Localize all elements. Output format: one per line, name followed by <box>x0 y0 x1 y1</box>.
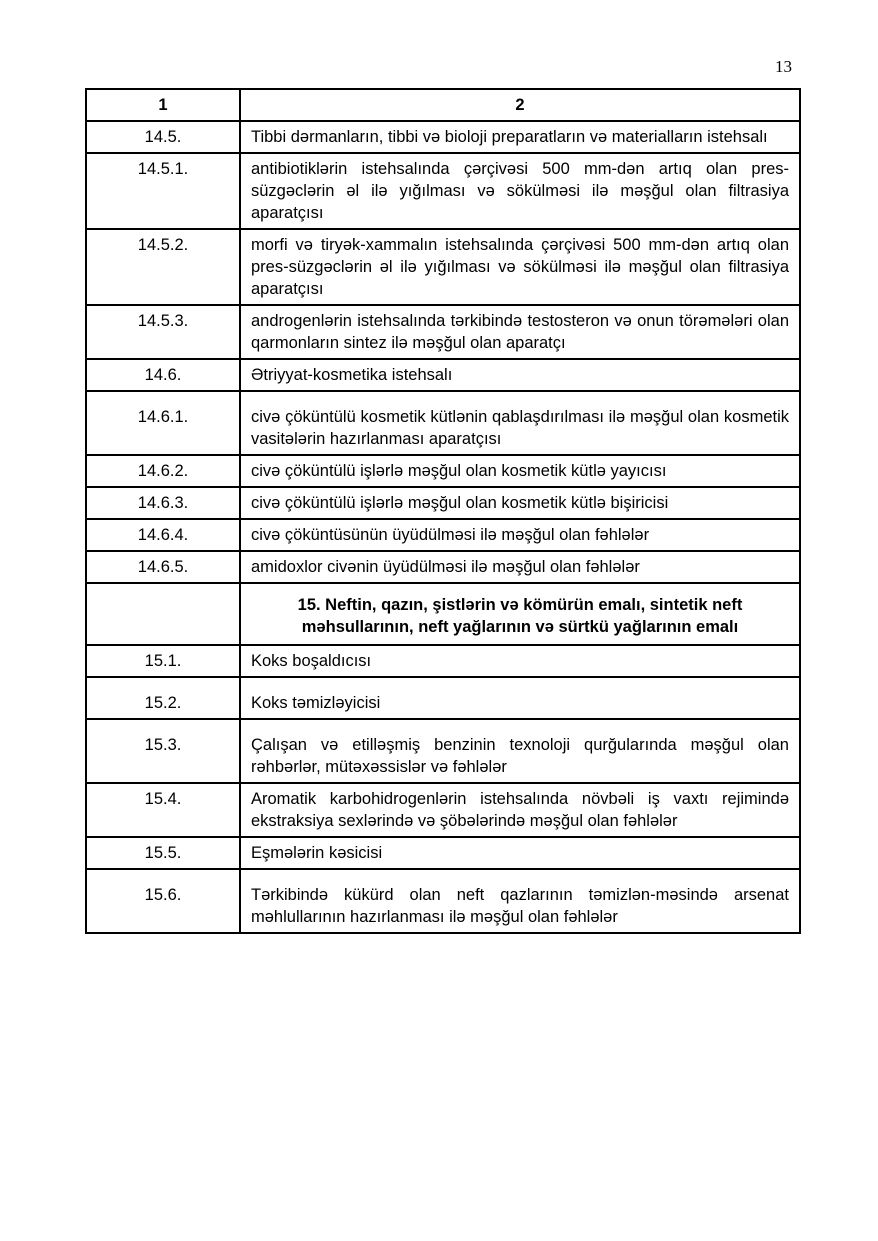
row-code: 15.5. <box>86 837 240 869</box>
row-text: Koks təmizləyicisi <box>240 677 800 719</box>
table-row <box>86 645 800 677</box>
row-code: 14.6. <box>86 359 240 391</box>
table-row <box>86 719 800 783</box>
row-code: 14.5.3. <box>86 305 240 359</box>
table-row <box>86 837 800 869</box>
row-text: antibiotiklərin istehsalında çərçivəsi 500 mm-dən artıq olan pres-süzgəclərin əl ilə yığılması və sökülməsi ilə məşğul olan filtrasiya aparatçısı <box>240 153 800 229</box>
table-row <box>86 487 800 519</box>
row-code: 14.6.5. <box>86 551 240 583</box>
table-header-row <box>86 89 800 121</box>
row-code: 14.6.2. <box>86 455 240 487</box>
section-header-row <box>86 583 800 645</box>
row-code: 15.2. <box>86 677 240 719</box>
row-code: 14.5.2. <box>86 229 240 305</box>
column-header-code: 1 <box>86 89 240 121</box>
row-code: 15.1. <box>86 645 240 677</box>
row-code: 15.3. <box>86 719 240 783</box>
row-text: amidoxlor civənin üyüdülməsi ilə məşğul olan fəhlələr <box>240 551 800 583</box>
table-row <box>86 229 800 305</box>
table-header <box>86 89 800 121</box>
row-text: Koks boşaldıcısı <box>240 645 800 677</box>
row-code <box>86 583 240 645</box>
table-row <box>86 869 800 933</box>
table-row <box>86 551 800 583</box>
row-text: Çalışan və etilləşmiş benzinin texnoloji qurğularında məşğul olan rəhbərlər, mütəxəssislər və fəhlələr <box>240 719 800 783</box>
row-code: 14.5.1. <box>86 153 240 229</box>
row-text: civə çöküntülü kosmetik kütlənin qablaşdırılması ilə məşğul olan kosmetik vasitələrin hazırlanması aparatçısı <box>240 391 800 455</box>
column-header-description: 2 <box>240 89 800 121</box>
table-row <box>86 455 800 487</box>
row-text: Aromatik karbohidrogenlərin istehsalında növbəli iş vaxtı rejimində ekstraksiya sexlərində və şöbələrində məşğul olan fəhlələr <box>240 783 800 837</box>
row-code: 15.4. <box>86 783 240 837</box>
row-text: Eşmələrin kəsicisi <box>240 837 800 869</box>
row-text: civə çöküntüsünün üyüdülməsi ilə məşğul olan fəhlələr <box>240 519 800 551</box>
table-row <box>86 359 800 391</box>
row-text: Ətriyyat-kosmetika istehsalı <box>240 359 800 391</box>
row-code: 14.6.3. <box>86 487 240 519</box>
row-text: androgenlərin istehsalında tərkibində testosteron və onun törəmələri olan qarmonların sintez ilə məşğul olan aparatçı <box>240 305 800 359</box>
row-code: 14.5. <box>86 121 240 153</box>
row-text: Tibbi dərmanların, tibbi və bioloji preparatların və materialların istehsalı <box>240 121 800 153</box>
row-text: civə çöküntülü işlərlə məşğul olan kosmetik kütlə yayıcısı <box>240 455 800 487</box>
table-row <box>86 121 800 153</box>
table-row <box>86 305 800 359</box>
table-row <box>86 783 800 837</box>
table-row <box>86 391 800 455</box>
table-row <box>86 677 800 719</box>
table-row <box>86 519 800 551</box>
row-text: civə çöküntülü işlərlə məşğul olan kosmetik kütlə bişiricisi <box>240 487 800 519</box>
row-text: Tərkibində kükürd olan neft qazlarının təmizlən-məsində arsenat məhlullarının hazırlanması ilə məşğul olan fəhlələr <box>240 869 800 933</box>
row-text: morfi və tiryək-xammalın istehsalında çərçivəsi 500 mm-dən artıq olan pres-süzgəclərin əl ilə yığılması və sökülməsi ilə məşğul olan filtrasiya aparatçısı <box>240 229 800 305</box>
row-code: 15.6. <box>86 869 240 933</box>
table-body <box>86 121 800 933</box>
section-title: 15. Neftin, qazın, şistlərin və kömürün emalı, sintetik neft məhsullarının, neft yağlarının və sürtkü yağlarının emalı <box>240 583 800 645</box>
page-number: 13 <box>775 57 792 76</box>
row-code: 14.6.1. <box>86 391 240 455</box>
occupations-table <box>85 88 801 934</box>
table-row <box>86 153 800 229</box>
row-code: 14.6.4. <box>86 519 240 551</box>
